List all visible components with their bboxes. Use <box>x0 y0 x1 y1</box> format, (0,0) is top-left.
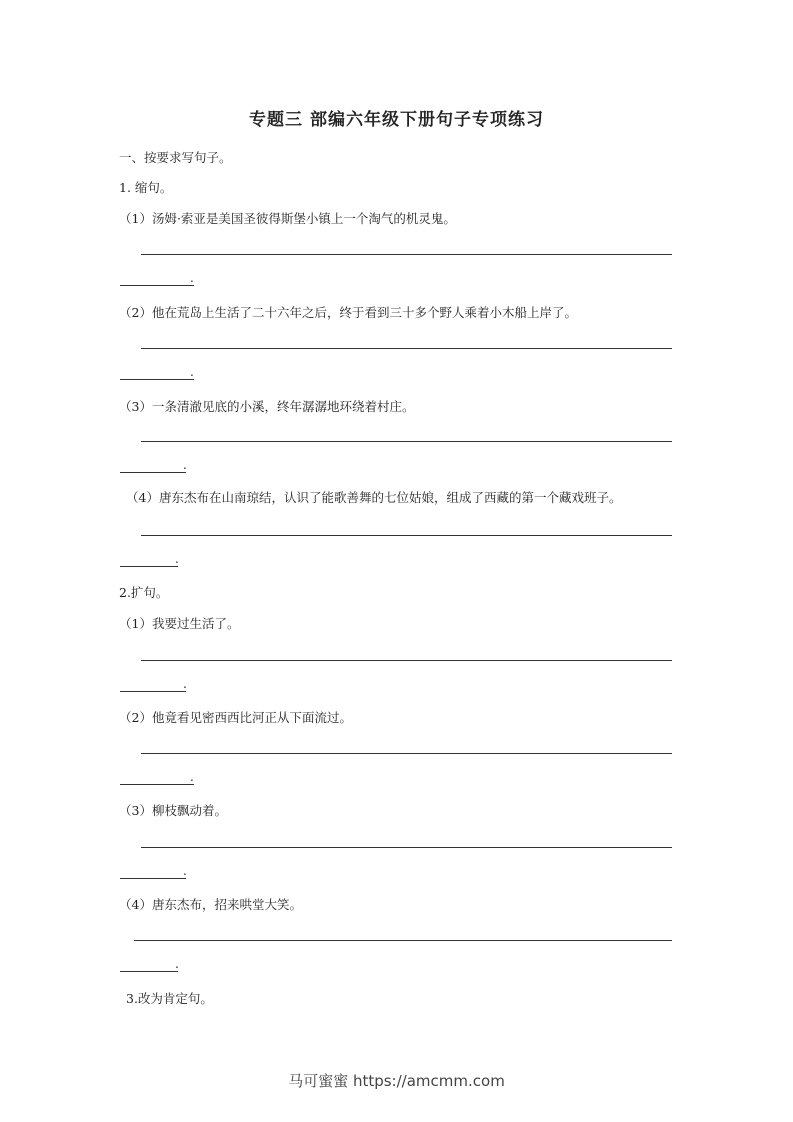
question-1-2: （2）他在荒岛上生活了二十六年之后，终于看到三十多个野人乘着小木船上岸了。 <box>119 305 577 320</box>
period-mark: . <box>175 552 179 566</box>
period-mark: . <box>183 458 187 472</box>
period-mark: . <box>183 864 187 878</box>
part2-heading: 2.扩句。 <box>119 585 169 600</box>
answer-line[interactable] <box>134 940 672 941</box>
question-2-2: （2）他竟看见密西西比河正从下面流过。 <box>119 710 352 725</box>
period-mark: . <box>190 770 194 784</box>
question-1-3: （3）一条清澈见底的小溪，终年潺潺地环绕着村庄。 <box>119 399 415 414</box>
answer-line-short[interactable] <box>120 878 186 879</box>
part3-heading: 3.改为肯定句。 <box>126 991 213 1006</box>
period-mark: . <box>183 677 187 691</box>
period-mark: . <box>190 271 194 285</box>
answer-line[interactable] <box>141 348 672 349</box>
period-mark: . <box>175 957 179 971</box>
answer-line-short[interactable] <box>120 784 194 785</box>
section-heading: 一、按要求写句子。 <box>119 150 232 165</box>
answer-line-short[interactable] <box>120 285 194 286</box>
page-title: 专题三 部编六年级下册句子专项练习 <box>249 110 544 130</box>
answer-line[interactable] <box>141 535 672 536</box>
answer-line-short[interactable] <box>120 971 178 972</box>
answer-line[interactable] <box>141 753 672 754</box>
answer-line[interactable] <box>141 254 672 255</box>
answer-line-short[interactable] <box>120 472 186 473</box>
answer-line[interactable] <box>141 441 672 442</box>
footer-watermark: 马可蜜蜜 https://amcmm.com <box>288 1072 505 1090</box>
answer-line-short[interactable] <box>120 566 178 567</box>
question-2-4: （4）唐东杰布，招来哄堂大笑。 <box>119 897 302 912</box>
answer-line[interactable] <box>141 660 672 661</box>
question-2-3: （3）柳枝飘动着。 <box>119 803 227 818</box>
part1-heading: 1. 缩句。 <box>119 180 173 195</box>
period-mark: . <box>190 365 194 379</box>
answer-line-short[interactable] <box>120 691 186 692</box>
question-1-4: （4）唐东杰布在山南琼结，认识了能歌善舞的七位姑娘，组成了西藏的第一个藏戏班子。 <box>126 490 622 505</box>
question-1-1: （1）汤姆·索亚是美国圣彼得斯堡小镇上一个淘气的机灵鬼。 <box>119 211 456 226</box>
answer-line-short[interactable] <box>120 379 194 380</box>
question-2-1: （1）我要过生活了。 <box>119 616 240 631</box>
answer-line[interactable] <box>141 847 672 848</box>
